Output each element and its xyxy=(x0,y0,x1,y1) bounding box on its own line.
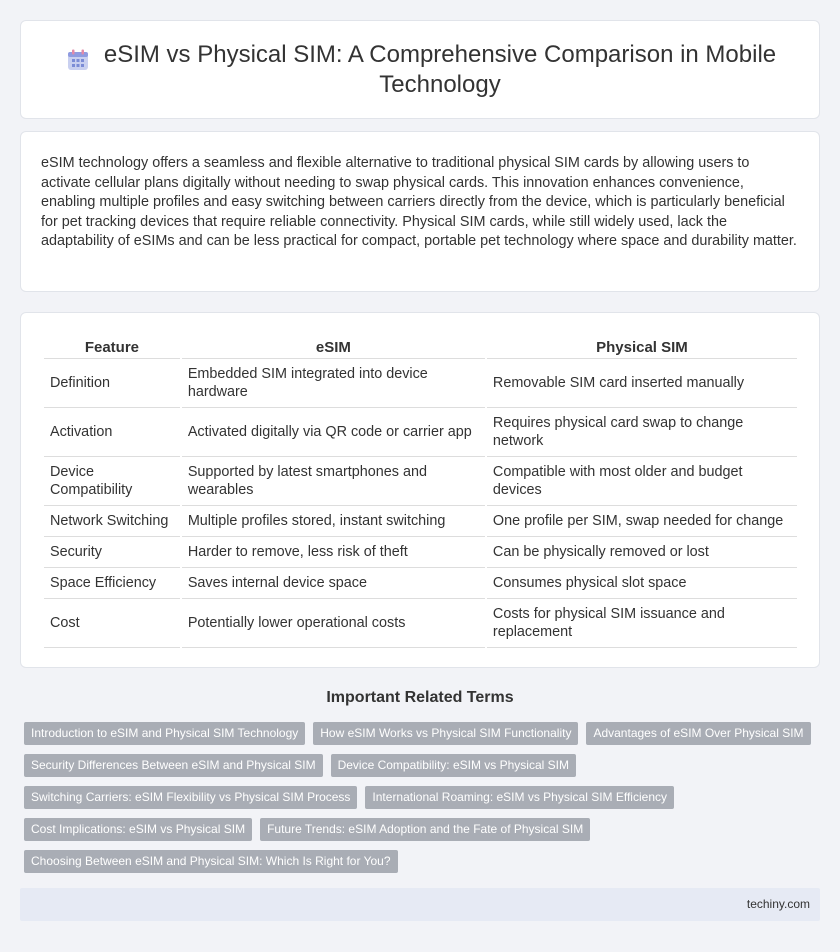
footer xyxy=(20,888,820,921)
related-term-link[interactable]: How eSIM Works vs Physical SIM Functionality xyxy=(313,722,578,745)
intro-card xyxy=(20,131,820,292)
physical-sim-cell: One profile per SIM, swap needed for change xyxy=(487,506,797,537)
header-card xyxy=(20,20,820,119)
intro-paragraph: eSIM technology offers a seamless and flexible alternative to traditional physical SIM cards by allowing users to activate cellular plans digitally without needing to swap physical cards. This innovation enhances convenience, enabling multiple profiles and easy switching between carriers directly from the device, which is particularly beneficial for pet tracking devices that require reliable connectivity. Physical SIM cards, while still widely used, lack the adaptability of eSIMs and can be less practical for compact, portable pet technology where space and durability matter. xyxy=(41,155,797,250)
related-term-link[interactable]: Future Trends: eSIM Adoption and the Fate of Physical SIM xyxy=(260,818,590,841)
table-row xyxy=(44,506,797,537)
esim-cell: Potentially lower operational costs xyxy=(182,599,485,648)
table-row xyxy=(44,359,797,408)
table-header-row xyxy=(44,333,797,359)
esim-cell: Activated digitally via QR code or carrier app xyxy=(182,408,485,457)
related-term-link[interactable]: Switching Carriers: eSIM Flexibility vs Physical SIM Process xyxy=(24,786,357,809)
esim-cell: Supported by latest smartphones and wearables xyxy=(182,457,485,506)
feature-cell: Cost xyxy=(44,599,180,648)
footer-site-link[interactable]: techiny.com xyxy=(746,897,810,911)
table-row xyxy=(44,537,797,568)
column-header-physical-sim: Physical SIM xyxy=(487,333,797,359)
column-header-feature: Feature xyxy=(44,333,180,359)
table-row xyxy=(44,457,797,506)
physical-sim-cell: Can be physically removed or lost xyxy=(487,537,797,568)
feature-cell: Activation xyxy=(44,408,180,457)
feature-cell: Definition xyxy=(44,359,180,408)
esim-cell: Saves internal device space xyxy=(182,568,485,599)
feature-cell: Network Switching xyxy=(44,506,180,537)
page-title: eSIM vs Physical SIM: A Comprehensive Comparison in Mobile Technology xyxy=(103,40,777,98)
feature-cell: Device Compatibility xyxy=(44,457,180,506)
physical-sim-cell: Compatible with most older and budget devices xyxy=(487,457,797,506)
esim-cell: Harder to remove, less risk of theft xyxy=(182,537,485,568)
physical-sim-cell: Costs for physical SIM issuance and replacement xyxy=(487,599,797,648)
related-term-link[interactable]: Advantages of eSIM Over Physical SIM xyxy=(586,722,810,745)
esim-cell: Embedded SIM integrated into device hardware xyxy=(182,359,485,408)
related-term-link[interactable]: International Roaming: eSIM vs Physical SIM Efficiency xyxy=(365,786,674,809)
table-row xyxy=(44,408,797,457)
related-term-link[interactable]: Choosing Between eSIM and Physical SIM: Which Is Right for You? xyxy=(24,850,398,873)
related-terms-title: Important Related Terms xyxy=(326,689,514,706)
related-term-link[interactable]: Introduction to eSIM and Physical SIM Technology xyxy=(24,722,305,745)
comparison-table xyxy=(42,333,799,648)
physical-sim-cell: Requires physical card swap to change network xyxy=(487,408,797,457)
feature-cell: Security xyxy=(44,537,180,568)
feature-cell: Space Efficiency xyxy=(44,568,180,599)
column-header-esim: eSIM xyxy=(182,333,485,359)
related-terms-list xyxy=(24,722,820,873)
related-term-link[interactable]: Security Differences Between eSIM and Physical SIM xyxy=(24,754,323,777)
comparison-table-card xyxy=(20,312,820,668)
physical-sim-cell: Removable SIM card inserted manually xyxy=(487,359,797,408)
physical-sim-cell: Consumes physical slot space xyxy=(487,568,797,599)
table-row xyxy=(44,599,797,648)
table-row xyxy=(44,568,797,599)
related-term-link[interactable]: Device Compatibility: eSIM vs Physical SIM xyxy=(331,754,576,777)
related-term-link[interactable]: Cost Implications: eSIM vs Physical SIM xyxy=(24,818,252,841)
esim-cell: Multiple profiles stored, instant switching xyxy=(182,506,485,537)
